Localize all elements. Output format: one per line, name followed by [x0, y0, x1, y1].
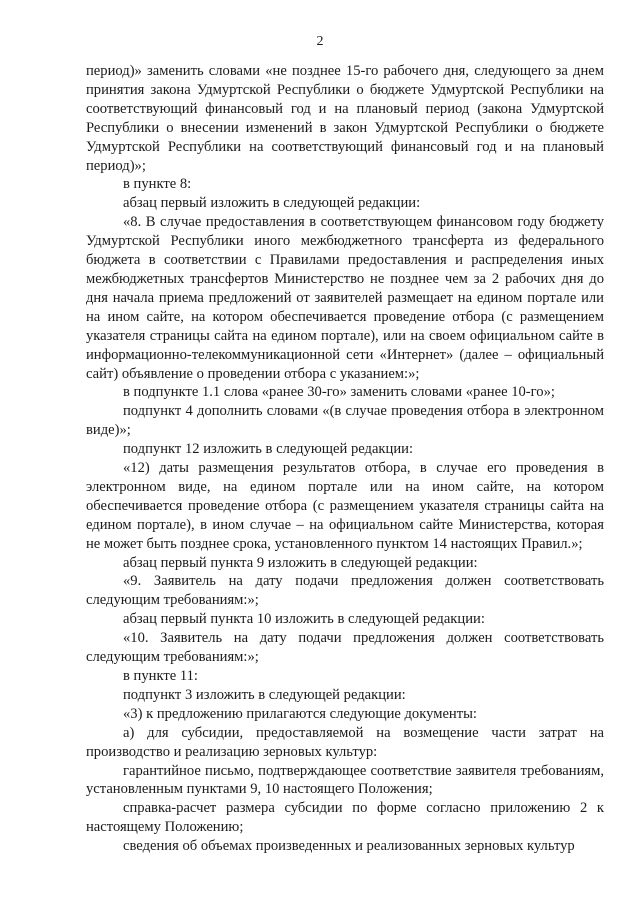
paragraph: «12) даты размещения результатов отбора, в случае его проведения в электронном виде, на едином портале или на ином сайте, на котором обеспечивается проведение отбора (с размещением указателя страницы сайта на едином портале), в ином случае – на официальном сайте Министерства, которая не может быть позднее срока, установленного пунктом 14 настоящих Правил.»;: [86, 460, 604, 552]
paragraph: в пункте 8:: [123, 176, 192, 193]
page-number: 2: [316, 34, 324, 49]
paragraph: а) для субсидии, предоставляемой на возмещение части затрат на производство и реализацию зерновых культур:: [86, 724, 604, 760]
paragraph: «3) к предложению прилагаются следующие документы:: [123, 705, 477, 722]
paragraph: абзац первый пункта 9 изложить в следующей редакции:: [123, 554, 478, 571]
paragraph: «9. Заявитель на дату подачи предложения должен соответствовать следующим требованиям:»;: [86, 573, 604, 609]
paragraph: в подпункте 1.1 слова «ранее 30-го» заменить словами «ранее 10-го»;: [123, 384, 555, 401]
paragraph: справка-расчет размера субсидии по форме согласно приложению 2 к настоящему Положению;: [86, 800, 604, 836]
paragraph: сведения об объемах произведенных и реализованных зерновых культур: [123, 838, 575, 855]
paragraph: подпункт 3 изложить в следующей редакции:: [123, 686, 406, 703]
paragraph: гарантийное письмо, подтверждающее соответствие заявителя требованиям, установленным пунктами 9, 10 настоящего Положения;: [86, 762, 604, 798]
paragraph: «8. В случае предоставления в соответствующем финансовом году бюджету Удмуртской Республики иного межбюджетного трансферта из федерального бюджета в соответствии с Правилами предоставления и распределения иных межбюджетных трансфертов Министерство не позднее чем за 2 рабочих дня до дня начала приема предложений от заявителей размещает на едином портале или на ином сайте, на котором обеспечивается проведение отбора (с размещением указателя страницы сайта на едином портале), или на своем официальном сайте в информационно-телекоммуникационной сети «Интернет» (далее – официальный сайт) объявление о проведении отбора с указанием:»;: [86, 214, 604, 382]
paragraph: период)» заменить словами «не позднее 15-го рабочего дня, следующего за днем принятия закона Удмуртской Республики о бюджете Удмуртской Республики на соответствующий финансовый год и на плановый период (закона Удмуртской Республики о внесении изменений в закон Удмуртской Республики о бюджете Удмуртской Республики на соответствующий финансовый год и на плановый период)»;: [86, 63, 604, 174]
paragraph: абзац первый изложить в следующей редакции:: [123, 195, 421, 212]
paragraph: «10. Заявитель на дату подачи предложения должен соответствовать следующим требованиям:»;: [86, 630, 604, 666]
document-body: [86, 62, 604, 856]
paragraph: в пункте 11:: [123, 668, 198, 684]
paragraph: подпункт 12 изложить в следующей редакции:: [123, 441, 414, 458]
paragraph: подпункт 4 дополнить словами «(в случае проведения отбора в электронном виде)»;: [86, 403, 604, 439]
paragraph: абзац первый пункта 10 изложить в следующей редакции:: [123, 611, 485, 628]
